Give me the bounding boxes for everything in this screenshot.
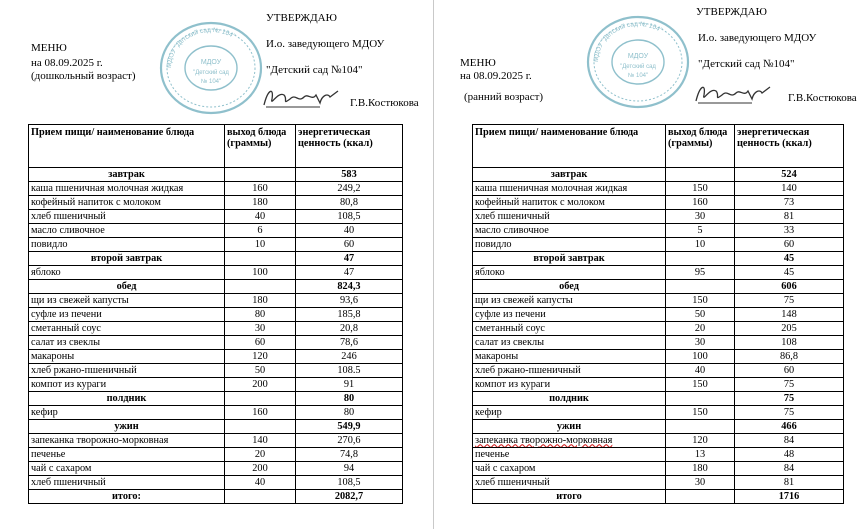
dish-name-cell: повидло bbox=[473, 238, 666, 252]
weight-cell: 20 bbox=[225, 448, 296, 462]
weight-cell: 30 bbox=[666, 210, 735, 224]
meal-section-row bbox=[29, 392, 403, 406]
energy-cell: 108 bbox=[735, 336, 844, 350]
weight-cell: 180 bbox=[666, 462, 735, 476]
dish-name-cell: обед bbox=[473, 280, 666, 294]
approval-position: И.о. заведующего МДОУ bbox=[266, 38, 385, 50]
energy-cell: 270,6 bbox=[296, 434, 403, 448]
energy-cell: 108,5 bbox=[296, 210, 403, 224]
weight-cell: 30 bbox=[225, 322, 296, 336]
meal-section-row bbox=[473, 252, 844, 266]
svg-text:МДОУ: МДОУ bbox=[627, 53, 649, 60]
dish-name-cell: сметанный соус bbox=[473, 322, 666, 336]
energy-cell: 1716 bbox=[735, 490, 844, 504]
dish-name-cell: сметанный соус bbox=[29, 322, 225, 336]
table-row bbox=[473, 476, 844, 490]
energy-cell: 246 bbox=[296, 350, 403, 364]
dish-name-cell: макароны bbox=[29, 350, 225, 364]
dish-name-cell: хлеб пшеничный bbox=[29, 476, 225, 490]
dish-name-cell: обед bbox=[29, 280, 225, 294]
weight-cell: 30 bbox=[666, 336, 735, 350]
weight-cell: 40 bbox=[225, 476, 296, 490]
weight-cell: 140 bbox=[225, 434, 296, 448]
dish-name-cell: хлеб пшеничный bbox=[29, 210, 225, 224]
table-row bbox=[29, 210, 403, 224]
dish-name-cell: макароны bbox=[473, 350, 666, 364]
weight-cell: 150 bbox=[666, 182, 735, 196]
weight-cell bbox=[225, 490, 296, 504]
weight-cell: 40 bbox=[666, 364, 735, 378]
header-weight: выход блюда (граммы) bbox=[225, 125, 296, 168]
energy-cell: 824,3 bbox=[296, 280, 403, 294]
header-dish: Прием пищи/ наименование блюда bbox=[473, 125, 666, 168]
dish-name-cell: кофейный напиток с молоком bbox=[473, 196, 666, 210]
energy-cell: 2082,7 bbox=[296, 490, 403, 504]
energy-cell: 60 bbox=[735, 238, 844, 252]
total-row bbox=[473, 490, 844, 504]
energy-cell: 75 bbox=[735, 392, 844, 406]
table-row bbox=[29, 378, 403, 392]
energy-cell: 74,8 bbox=[296, 448, 403, 462]
weight-cell: 160 bbox=[666, 196, 735, 210]
approval-institution: "Детский сад №104" bbox=[698, 58, 795, 70]
table-row bbox=[29, 364, 403, 378]
page-divider bbox=[433, 0, 434, 529]
weight-cell: 5 bbox=[666, 224, 735, 238]
weight-cell: 6 bbox=[225, 224, 296, 238]
weight-cell: 95 bbox=[666, 266, 735, 280]
header-dish: Прием пищи/ наименование блюда bbox=[29, 125, 225, 168]
menu-date: на 08.09.2025 г. bbox=[460, 70, 532, 82]
table-row bbox=[29, 434, 403, 448]
weight-cell: 160 bbox=[225, 182, 296, 196]
table-row bbox=[473, 182, 844, 196]
table-row bbox=[473, 336, 844, 350]
dish-name-cell: печенье bbox=[473, 448, 666, 462]
weight-cell: 10 bbox=[225, 238, 296, 252]
energy-cell: 60 bbox=[296, 238, 403, 252]
svg-text:№ 104": № 104" bbox=[200, 79, 222, 85]
weight-cell: 180 bbox=[225, 196, 296, 210]
energy-cell: 606 bbox=[735, 280, 844, 294]
energy-cell: 45 bbox=[735, 252, 844, 266]
dish-name-cell: кофейный напиток с молоком bbox=[29, 196, 225, 210]
table-header-row bbox=[29, 125, 403, 168]
energy-cell: 80,8 bbox=[296, 196, 403, 210]
dish-name-cell: щи из свежей капусты bbox=[29, 294, 225, 308]
energy-cell: 81 bbox=[735, 210, 844, 224]
dish-name-cell: итого: bbox=[29, 490, 225, 504]
approval-position: И.о. заведующего МДОУ bbox=[698, 32, 817, 44]
weight-cell bbox=[666, 280, 735, 294]
dish-name-cell: суфле из печени bbox=[473, 308, 666, 322]
table-row bbox=[29, 294, 403, 308]
table-row bbox=[29, 238, 403, 252]
table-row bbox=[473, 238, 844, 252]
weight-cell: 40 bbox=[225, 210, 296, 224]
meal-section-row bbox=[29, 420, 403, 434]
menu-table-preschool bbox=[28, 124, 403, 504]
weight-cell bbox=[666, 252, 735, 266]
weight-cell bbox=[666, 392, 735, 406]
dish-name-cell: хлеб ржано-пшеничный bbox=[473, 364, 666, 378]
dish-name-cell: запеканка творожно-морковная bbox=[29, 434, 225, 448]
table-row bbox=[473, 406, 844, 420]
table-row bbox=[473, 266, 844, 280]
energy-cell: 47 bbox=[296, 252, 403, 266]
dish-name-cell: салат из свеклы bbox=[473, 336, 666, 350]
energy-cell: 84 bbox=[735, 462, 844, 476]
dish-name-cell: чай с сахаром bbox=[473, 462, 666, 476]
table-row bbox=[473, 294, 844, 308]
meal-section-row bbox=[29, 168, 403, 182]
menu-table-early-age bbox=[472, 124, 844, 504]
table-row bbox=[29, 266, 403, 280]
table-row bbox=[29, 182, 403, 196]
table-row bbox=[29, 224, 403, 238]
weight-cell: 100 bbox=[225, 266, 296, 280]
dish-name-cell: яблоко bbox=[29, 266, 225, 280]
energy-cell: 140 bbox=[735, 182, 844, 196]
weight-cell: 160 bbox=[225, 406, 296, 420]
table-row bbox=[29, 406, 403, 420]
dish-name-cell: полдник bbox=[29, 392, 225, 406]
menu-label: МЕНЮ bbox=[31, 42, 67, 54]
menu-age-group: (ранний возраст) bbox=[464, 91, 544, 103]
table-row bbox=[473, 322, 844, 336]
table-row bbox=[29, 308, 403, 322]
weight-cell: 80 bbox=[225, 308, 296, 322]
energy-cell: 80 bbox=[296, 392, 403, 406]
weight-cell: 180 bbox=[225, 294, 296, 308]
table-row bbox=[473, 350, 844, 364]
table-row bbox=[29, 448, 403, 462]
dish-name-cell: салат из свеклы bbox=[29, 336, 225, 350]
header-energy: энергетическая ценность (ккал) bbox=[296, 125, 403, 168]
table-row bbox=[473, 448, 844, 462]
table-row bbox=[29, 322, 403, 336]
meal-section-row bbox=[473, 420, 844, 434]
energy-cell: 86,8 bbox=[735, 350, 844, 364]
weight-cell: 200 bbox=[225, 378, 296, 392]
weight-cell: 10 bbox=[666, 238, 735, 252]
energy-cell: 75 bbox=[735, 294, 844, 308]
table-header-row bbox=[473, 125, 844, 168]
approval-title: УТВЕРЖДАЮ bbox=[266, 12, 337, 24]
svg-text:МДОУ "Детский сад № 104": МДОУ "Детский сад № 104" bbox=[165, 26, 237, 69]
menu-label: МЕНЮ bbox=[460, 57, 496, 69]
energy-cell: 75 bbox=[735, 406, 844, 420]
energy-cell: 40 bbox=[296, 224, 403, 238]
table-row bbox=[473, 378, 844, 392]
dish-name-cell: хлеб ржано-пшеничный bbox=[29, 364, 225, 378]
dish-name-cell: щи из свежей капусты bbox=[473, 294, 666, 308]
energy-cell: 549,9 bbox=[296, 420, 403, 434]
dish-name-cell: повидло bbox=[29, 238, 225, 252]
energy-cell: 80 bbox=[296, 406, 403, 420]
energy-cell: 91 bbox=[296, 378, 403, 392]
energy-cell: 84 bbox=[735, 434, 844, 448]
weight-cell: 100 bbox=[666, 350, 735, 364]
approval-signer: Г.В.Костюкова bbox=[350, 97, 419, 109]
meal-section-row bbox=[473, 168, 844, 182]
table-row bbox=[29, 476, 403, 490]
meal-section-row bbox=[473, 280, 844, 294]
dish-name-cell: кефир bbox=[473, 406, 666, 420]
dish-name-cell: чай с сахаром bbox=[29, 462, 225, 476]
dish-name-cell: завтрак bbox=[473, 168, 666, 182]
dish-name-cell: хлеб пшеничный bbox=[473, 476, 666, 490]
official-seal-icon bbox=[156, 18, 266, 118]
table-row bbox=[29, 336, 403, 350]
table-row bbox=[473, 364, 844, 378]
weight-cell bbox=[666, 168, 735, 182]
weight-cell: 120 bbox=[666, 434, 735, 448]
energy-cell: 93,6 bbox=[296, 294, 403, 308]
signature-icon bbox=[692, 81, 774, 107]
dish-name-cell: завтрак bbox=[29, 168, 225, 182]
energy-cell: 466 bbox=[735, 420, 844, 434]
energy-cell: 75 bbox=[735, 378, 844, 392]
energy-cell: 148 bbox=[735, 308, 844, 322]
energy-cell: 45 bbox=[735, 266, 844, 280]
dish-name-cell: полдник bbox=[473, 392, 666, 406]
energy-cell: 108,5 bbox=[296, 476, 403, 490]
dish-name-cell: каша пшеничная молочная жидкая bbox=[29, 182, 225, 196]
weight-cell: 150 bbox=[666, 406, 735, 420]
energy-cell: 524 bbox=[735, 168, 844, 182]
weight-cell: 13 bbox=[666, 448, 735, 462]
dish-name-cell: компот из кураги bbox=[473, 378, 666, 392]
energy-cell: 33 bbox=[735, 224, 844, 238]
energy-cell: 583 bbox=[296, 168, 403, 182]
official-seal-icon bbox=[583, 12, 693, 112]
meal-section-row bbox=[29, 252, 403, 266]
weight-cell: 150 bbox=[666, 378, 735, 392]
weight-cell bbox=[666, 420, 735, 434]
weight-cell: 30 bbox=[666, 476, 735, 490]
weight-cell: 200 bbox=[225, 462, 296, 476]
energy-cell: 20,8 bbox=[296, 322, 403, 336]
table-row bbox=[29, 350, 403, 364]
energy-cell: 205 bbox=[735, 322, 844, 336]
weight-cell bbox=[225, 168, 296, 182]
weight-cell: 60 bbox=[225, 336, 296, 350]
dish-name-cell: кефир bbox=[29, 406, 225, 420]
energy-cell: 185,8 bbox=[296, 308, 403, 322]
table-row bbox=[473, 196, 844, 210]
svg-text:МДОУ: МДОУ bbox=[200, 59, 222, 66]
header-weight: выход блюда (граммы) bbox=[666, 125, 735, 168]
energy-cell: 60 bbox=[735, 364, 844, 378]
weight-cell bbox=[666, 490, 735, 504]
menu-age-group: (дошкольный возраст) bbox=[31, 70, 136, 82]
dish-name-cell: второй завтрак bbox=[473, 252, 666, 266]
dish-name-cell: запеканка творожно-морковная bbox=[473, 434, 666, 448]
svg-text:"Детский сад: "Детский сад bbox=[620, 64, 656, 70]
energy-cell: 81 bbox=[735, 476, 844, 490]
table-row bbox=[29, 196, 403, 210]
weight-cell: 120 bbox=[225, 350, 296, 364]
svg-text:№ 104": № 104" bbox=[627, 73, 649, 79]
table-row bbox=[473, 224, 844, 238]
dish-name-cell: масло сливочное bbox=[29, 224, 225, 238]
svg-text:МДОУ "Детский сад № 104": МДОУ "Детский сад № 104" bbox=[592, 20, 664, 63]
weight-cell bbox=[225, 420, 296, 434]
dish-name-cell: второй завтрак bbox=[29, 252, 225, 266]
approval-title: УТВЕРЖДАЮ bbox=[696, 6, 767, 18]
table-row bbox=[473, 210, 844, 224]
dish-name-cell: масло сливочное bbox=[473, 224, 666, 238]
total-row bbox=[29, 490, 403, 504]
dish-name-cell: печенье bbox=[29, 448, 225, 462]
table-row bbox=[473, 308, 844, 322]
dish-name-cell: суфле из печени bbox=[29, 308, 225, 322]
weight-cell bbox=[225, 252, 296, 266]
table-row bbox=[29, 462, 403, 476]
weight-cell: 50 bbox=[666, 308, 735, 322]
meal-section-row bbox=[29, 280, 403, 294]
energy-cell: 48 bbox=[735, 448, 844, 462]
approval-institution: "Детский сад №104" bbox=[266, 64, 363, 76]
table-row bbox=[473, 434, 844, 448]
energy-cell: 94 bbox=[296, 462, 403, 476]
dish-name-cell: яблоко bbox=[473, 266, 666, 280]
dish-name-cell: ужин bbox=[473, 420, 666, 434]
header-energy: энергетическая ценность (ккал) bbox=[735, 125, 844, 168]
weight-cell bbox=[225, 280, 296, 294]
energy-cell: 249,2 bbox=[296, 182, 403, 196]
signature-icon bbox=[260, 85, 342, 111]
svg-text:"Детский сад: "Детский сад bbox=[193, 70, 229, 76]
energy-cell: 73 bbox=[735, 196, 844, 210]
table-row bbox=[473, 462, 844, 476]
menu-panel-early-age bbox=[435, 0, 863, 529]
weight-cell: 20 bbox=[666, 322, 735, 336]
menu-date: на 08.09.2025 г. bbox=[31, 57, 103, 69]
dish-name-cell: ужин bbox=[29, 420, 225, 434]
dish-name-cell: хлеб пшеничный bbox=[473, 210, 666, 224]
energy-cell: 47 bbox=[296, 266, 403, 280]
weight-cell bbox=[225, 392, 296, 406]
meal-section-row bbox=[473, 392, 844, 406]
weight-cell: 50 bbox=[225, 364, 296, 378]
energy-cell: 78,6 bbox=[296, 336, 403, 350]
dish-name-cell: итого bbox=[473, 490, 666, 504]
weight-cell: 150 bbox=[666, 294, 735, 308]
dish-name-cell: каша пшеничная молочная жидкая bbox=[473, 182, 666, 196]
energy-cell: 108.5 bbox=[296, 364, 403, 378]
dish-name-cell: компот из кураги bbox=[29, 378, 225, 392]
approval-signer: Г.В.Костюкова bbox=[788, 92, 857, 104]
